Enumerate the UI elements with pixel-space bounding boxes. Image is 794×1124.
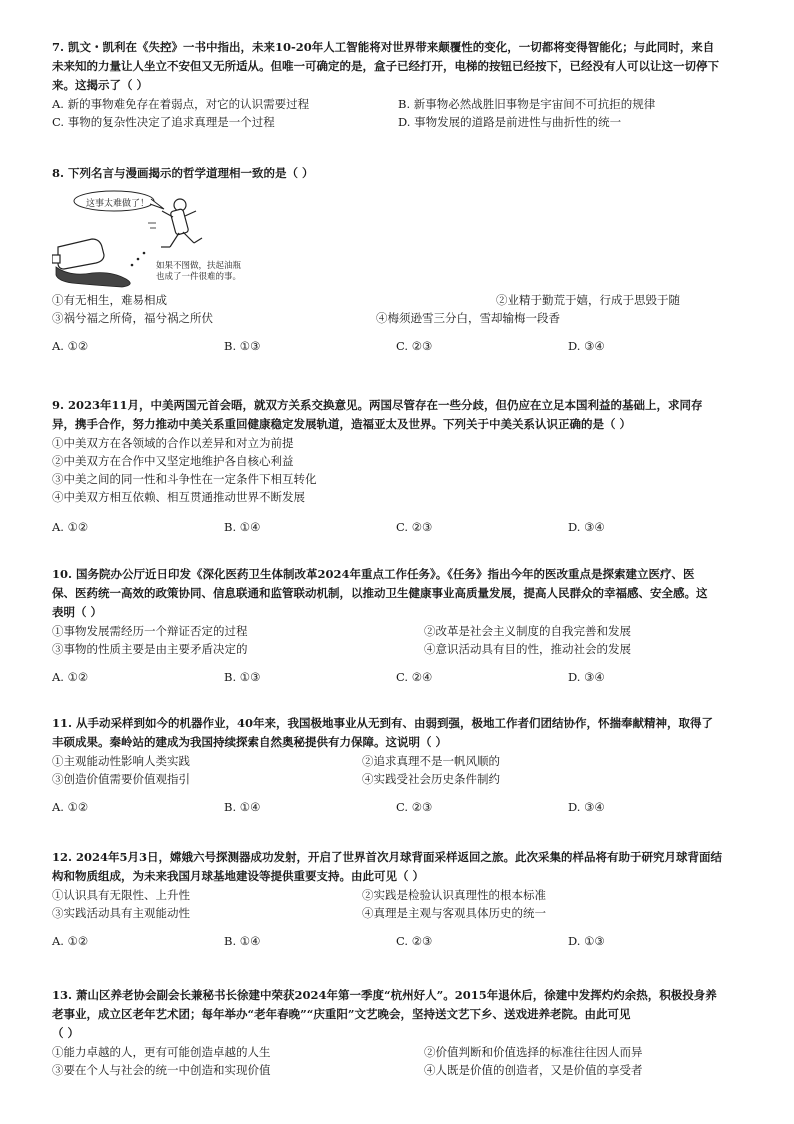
q12-statement-2: ②实践是检验认识真理性的根本标准	[362, 888, 546, 902]
q11-statements-row2	[52, 770, 752, 788]
q11-answers	[52, 798, 752, 816]
q8-option-c[interactable]: C. ②③	[396, 339, 433, 353]
q10-answers	[52, 668, 752, 686]
q9-statement-3	[52, 470, 752, 488]
q10-statement-4: ④意识活动具有目的性，推动社会的发展	[424, 642, 631, 656]
q10-statement-3: ③事物的性质主要是由主要矛盾决定的	[52, 642, 248, 656]
q12-answers	[52, 932, 752, 950]
q10-stem-line2: 保、医药统一高效的政策协同、信息联通和监管联动机制，以推动卫生健康事业高质量发展，提高人民群众的幸福感、安全感。这	[52, 586, 708, 600]
q7-stem-line3: 来。这揭示了（ ）	[52, 78, 149, 92]
q9-option-b[interactable]: B. ①④	[224, 520, 261, 534]
q10-statement-2: ②改革是社会主义制度的自我完善和发展	[424, 624, 631, 638]
q9-statement-2	[52, 452, 752, 470]
q9-statement-4	[52, 488, 752, 506]
q9-statement-3-text: ③中美之间的同一性和斗争性在一定条件下相互转化	[52, 472, 317, 486]
q8-option-d[interactable]: D. ③④	[568, 339, 605, 353]
bubble-text: 这事太难做了！	[86, 199, 150, 209]
cartoon-caption-line2: 也成了一件很难的事。	[156, 272, 242, 282]
q12-stem-line2: 构和物质组成，为未来我国月球基地建设等提供重要支持。由此可见（ ）	[52, 869, 424, 883]
q8-option-b[interactable]: B. ①③	[224, 339, 261, 353]
q7-option-d[interactable]: D. 事物发展的道路是前进性与曲折性的统一	[398, 115, 622, 129]
q8-stem: 8. 下列名言与漫画揭示的哲学道理相一致的是（ ）	[52, 166, 314, 180]
q7-options-row2	[52, 113, 752, 131]
question-7	[52, 38, 752, 131]
q13-stem-line1: 13. 萧山区养老协会副会长兼秘书长徐建中荣获2024年第一季度“杭州好人”。2015年退休后，徐建中发挥灼灼余热，积极投身养	[52, 988, 717, 1002]
q11-stem-line1: 11. 从手动采样到如今的机器作业，40年来，我国极地事业从无到有、由弱到强，极地工作者们团结协作，怀揣奉献精神，取得了	[52, 716, 714, 730]
q11-statement-4: ④实践受社会历史条件制约	[362, 772, 500, 786]
q12-option-d[interactable]: D. ①③	[568, 934, 605, 948]
q11-statement-2: ②追求真理不是一帆风顺的	[362, 754, 500, 768]
q11-option-d[interactable]: D. ③④	[568, 800, 605, 814]
cartoon-caption	[156, 261, 241, 283]
q9-stem-line1: 9. 2023年11月，中美两国元首会晤，就双方关系交换意见。两国尽管存在一些分歧，但仍应在立足本国利益的基础上，求同存	[52, 398, 703, 412]
q8-statements-row1	[52, 291, 752, 309]
q12-statement-4: ④真理是主观与客观具体历史的统一	[362, 906, 546, 920]
question-9	[52, 396, 752, 536]
q10-statement-1: ①事物发展需经历一个辩证否定的过程	[52, 624, 248, 638]
q13-statements-row2	[52, 1061, 752, 1079]
q9-statement-1	[52, 434, 752, 452]
q12-statements-row2	[52, 904, 752, 922]
question-10	[52, 565, 752, 686]
q7-stem-line2: 未来知的力量让人坐立不安但又无所适从。但唯一可确定的是，盒子已经打开，电梯的按钮已经按下，已经没有人可以让这一切停下	[52, 59, 719, 73]
q9-statement-2-text: ②中美双方在合作中又坚定地维护各自核心利益	[52, 454, 294, 468]
q10-statements-row1	[52, 622, 752, 640]
q13-statement-2: ②价值判断和价值选择的标准往往因人而异	[424, 1045, 643, 1059]
q11-option-a[interactable]: A. ①②	[52, 800, 89, 814]
q9-option-a[interactable]: A. ①②	[52, 520, 89, 534]
q12-statement-1: ①认识具有无限性、上升性	[52, 888, 190, 902]
question-11	[52, 714, 752, 816]
q12-option-b[interactable]: B. ①④	[224, 934, 261, 948]
q10-option-d[interactable]: D. ③④	[568, 670, 605, 684]
q11-option-c[interactable]: C. ②③	[396, 800, 433, 814]
cartoon-illustration	[52, 189, 252, 289]
q9-stem-line2: 异，携手合作，努力推动中美关系重回健康稳定发展轨道，造福亚太及世界。下列关于中美关系认识正确的是（ ）	[52, 417, 631, 431]
q11-option-b[interactable]: B. ①④	[224, 800, 261, 814]
q13-stem-line2: 老事业，成立区老年艺术团；每年举办“老年春晚”“庆重阳”文艺晚会，坚持送文艺下乡、送戏进养老院。由此可见	[52, 1007, 631, 1021]
q9-option-d[interactable]: D. ③④	[568, 520, 605, 534]
q13-statement-1: ①能力卓越的人，更有可能创造卓越的人生	[52, 1045, 271, 1059]
q7-options-row1	[52, 95, 752, 113]
q10-stem-line3: 表明（ ）	[52, 605, 103, 619]
q11-statement-3: ③创造价值需要价值观指引	[52, 772, 190, 786]
q9-answers	[52, 518, 752, 536]
q10-stem-line1: 10. 国务院办公厅近日印发《深化医药卫生体制改革2024年重点工作任务》。《任务》指出今年的医改重点是探索建立医疗、医	[52, 567, 695, 581]
q11-stem-line2: 丰硕成果。秦岭站的建成为我国持续探索自然奥秘提供有力保障。这说明（ ）	[52, 735, 447, 749]
q8-statements-row2	[52, 309, 752, 327]
q9-statement-1-text: ①中美双方在各领域的合作以差异和对立为前提	[52, 436, 294, 450]
q11-statements-row1	[52, 752, 752, 770]
q10-option-c[interactable]: C. ②④	[396, 670, 433, 684]
q13-statement-4: ④人既是价值的创造者，又是价值的享受者	[424, 1063, 643, 1077]
cartoon-caption-line1: 如果不图做，扶起油瓶	[156, 261, 242, 271]
q12-option-a[interactable]: A. ①②	[52, 934, 89, 948]
q8-statement-2: ②业精于勤荒于嬉，行成于思毁于随	[496, 293, 680, 307]
question-12	[52, 848, 752, 950]
question-13	[52, 986, 752, 1079]
q11-statement-1: ①主观能动性影响人类实践	[52, 754, 190, 768]
q13-statements-row1	[52, 1043, 752, 1061]
q13-stem-line3: （ ）	[52, 1026, 80, 1040]
q7-option-c[interactable]: C. 事物的复杂性决定了追求真理是一个过程	[52, 115, 275, 129]
q12-stem-line1: 12. 2024年5月3日，嫦娥六号探测器成功发射，开启了世界首次月球背面采样返回之旅。此次采集的样品将有助于研究月球背面结	[52, 850, 723, 864]
q8-statement-4: ④梅须逊雪三分白，雪却输梅一段香	[376, 311, 560, 325]
q10-statements-row2	[52, 640, 752, 658]
q8-answers	[52, 337, 752, 355]
q12-option-c[interactable]: C. ②③	[396, 934, 433, 948]
q10-option-a[interactable]: A. ①②	[52, 670, 89, 684]
q8-option-a[interactable]: A. ①②	[52, 339, 89, 353]
question-8	[52, 164, 752, 355]
q7-stem-line1: 7. 凯文・凯利在《失控》一书中指出，未来10-20年人工智能将对世界带来颠覆性的变化，一切都将变得智能化；与此同时，来自	[52, 40, 715, 54]
q12-statements-row1	[52, 886, 752, 904]
q10-option-b[interactable]: B. ①③	[224, 670, 261, 684]
q9-statement-4-text: ④中美双方相互依赖、相互贯通推动世界不断发展	[52, 490, 305, 504]
q8-statement-3: ③祸兮福之所倚，福兮祸之所伏	[52, 311, 213, 325]
q8-statement-1: ①有无相生，难易相成	[52, 293, 167, 307]
q7-option-a[interactable]: A. 新的事物难免存在着弱点，对它的认识需要过程	[52, 97, 310, 111]
q9-option-c[interactable]: C. ②③	[396, 520, 433, 534]
q12-statement-3: ③实践活动具有主观能动性	[52, 906, 190, 920]
q13-statement-3: ③要在个人与社会的统一中创造和实现价值	[52, 1063, 271, 1077]
q7-option-b[interactable]: B. 新事物必然战胜旧事物是宇宙间不可抗拒的规律	[398, 97, 656, 111]
